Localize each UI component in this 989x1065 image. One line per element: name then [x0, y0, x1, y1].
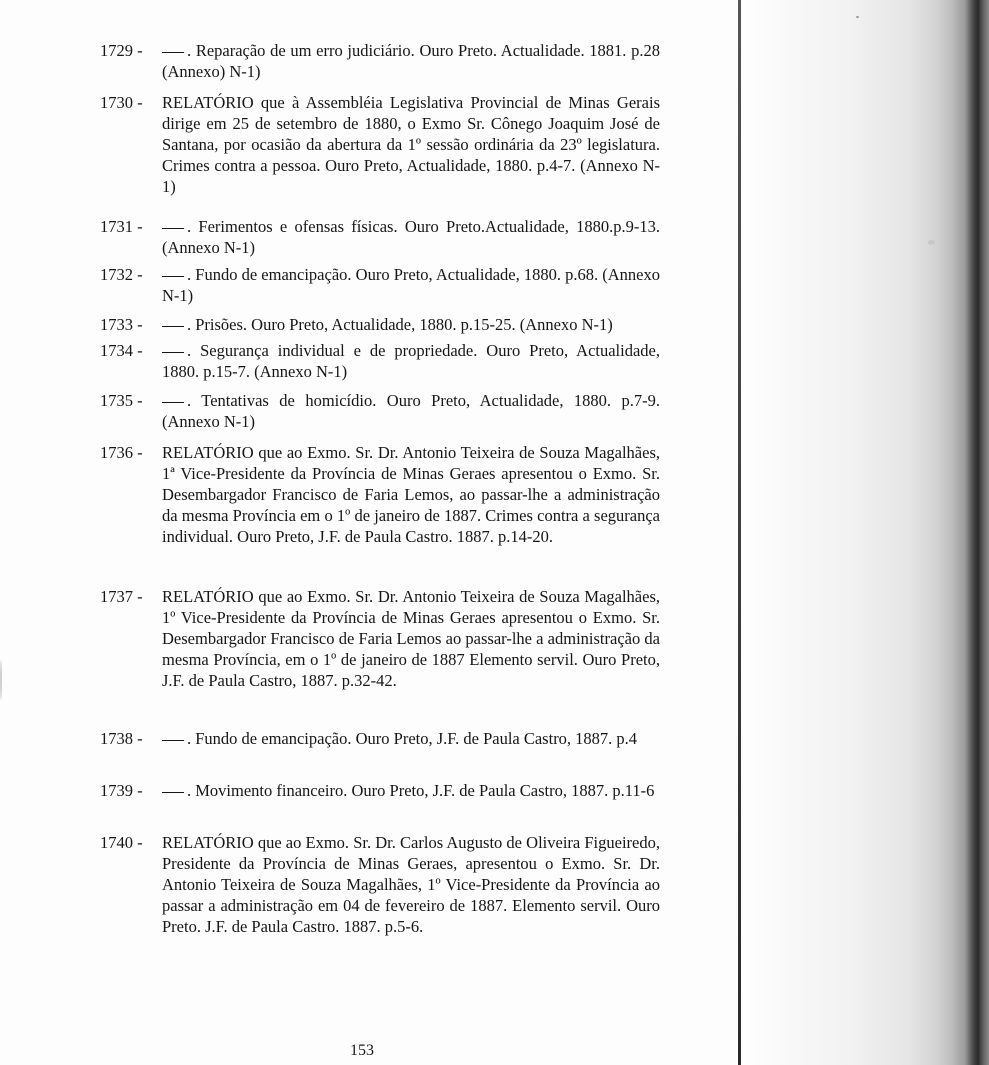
scan-speck	[0, 660, 2, 700]
ditto-blank	[162, 740, 184, 741]
bibliography-entry	[100, 40, 660, 82]
entry-number: 1737 -	[100, 587, 143, 606]
bibliography-entry	[100, 442, 660, 547]
entry-text: . Prisões. Ouro Preto, Actualidade, 1880. p.15-25. (Annexo N-1)	[187, 315, 613, 334]
entry-text: . Movimento financeiro. Ouro Preto, J.F. de Paula Castro, 1887. p.11-6	[187, 781, 655, 800]
entry-text: . Ferimentos e ofensas físicas. Ouro Preto.Actualidade, 1880.p.9-13. (Annexo N-1)	[162, 217, 660, 257]
entry-number: 1731 -	[100, 217, 143, 236]
bibliography-entry	[100, 780, 660, 801]
entry-number: 1730 -	[100, 93, 143, 112]
entry-number: 1740 -	[100, 833, 143, 852]
scan-speck	[856, 16, 859, 18]
entry-text: RELATÓRIO que ao Exmo. Sr. Dr. Antonio Teixeira de Souza Magalhães, 1ª Vice-Presidente da Província de Minas Geraes apresentou o Exmo. Sr. Desembargador Francisco de Faria Lemos, ao passar-lhe a administração da mesma Província em o 1º de janeiro de 1887. Crimes contra a segurança individual. Ouro Preto, J.F. de Paula Castro. 1887. p.14-20.	[162, 443, 660, 546]
ditto-blank	[162, 326, 184, 327]
bibliography-entry	[100, 340, 660, 382]
entry-number: 1736 -	[100, 443, 143, 462]
entry-number: 1733 -	[100, 315, 143, 334]
bibliography-entry	[100, 586, 660, 691]
bibliography-entry	[100, 390, 660, 432]
ditto-blank	[162, 228, 184, 229]
entry-text: RELATÓRIO que à Assembléia Legislativa Provincial de Minas Gerais dirige em 25 de setembro de 1880, o Exmo Sr. Cônego Joaquim José de Santana, por ocasião da abertura da 1º sessão ordinária da 23º legislatura. Crimes contra a pessoa. Ouro Preto, Actualidade, 1880. p.4-7. (Annexo N-1)	[162, 93, 660, 196]
bibliography-entry	[100, 728, 660, 749]
entry-number: 1729 -	[100, 41, 143, 60]
entry-text: . Fundo de emancipação. Ouro Preto, Actualidade, 1880. p.68. (Annexo N-1)	[162, 265, 660, 305]
ditto-blank	[162, 352, 184, 353]
entry-text: . Segurança individual e de propriedade. Ouro Preto, Actualidade, 1880. p.15-7. (Annexo N-1)	[162, 341, 660, 381]
entry-number: 1739 -	[100, 781, 143, 800]
entry-text: . Tentativas de homicídio. Ouro Preto, Actualidade, 1880. p.7-9. (Annexo N-1)	[162, 391, 660, 431]
book-gutter-shadow	[737, 0, 989, 1065]
gutter-fold-line	[738, 0, 741, 1065]
entry-number: 1734 -	[100, 341, 143, 360]
entry-number: 1732 -	[100, 265, 143, 284]
ditto-blank	[162, 792, 184, 793]
ditto-blank	[162, 52, 184, 53]
bibliography-entry	[100, 264, 660, 306]
bibliography-entry	[100, 216, 660, 258]
bibliography-entry	[100, 314, 660, 335]
page-number: 153	[350, 1042, 374, 1059]
entry-number: 1735 -	[100, 391, 143, 410]
scan-speck	[928, 240, 935, 245]
ditto-blank	[162, 276, 184, 277]
bibliography-entry	[100, 92, 660, 197]
ditto-blank	[162, 402, 184, 403]
entry-text: . Reparação de um erro judiciário. Ouro Preto. Actualidade. 1881. p.28 (Annexo) N-1)	[162, 41, 660, 81]
entry-text: RELATÓRIO que ao Exmo. Sr. Dr. Carlos Augusto de Oliveira Figueiredo, Presidente da Província de Minas Geraes, apresentou o Exmo. Sr. Dr. Antonio Teixeira de Souza Magalhães, 1º Vice-Presidente da Província ao passar a administração em 04 de fevereiro de 1887. Elemento servil. Ouro Preto. J.F. de Paula Castro. 1887. p.5-6.	[162, 833, 660, 936]
entry-number: 1738 -	[100, 729, 143, 748]
entry-text: . Fundo de emancipação. Ouro Preto, J.F. de Paula Castro, 1887. p.4	[187, 729, 638, 748]
bibliography-entry	[100, 832, 660, 937]
entry-text: RELATÓRIO que ao Exmo. Sr. Dr. Antonio Teixeira de Souza Magalhães, 1º Vice-Presidente da Província de Minas Geraes apresentou o Exmo. Sr. Desembargador Francisco de Faria Lemos ao passar-lhe a administração da mesma Província, em o 1º de janeiro de 1887 Elemento servil. Ouro Preto, J.F. de Paula Castro, 1887. p.32-42.	[162, 587, 660, 690]
